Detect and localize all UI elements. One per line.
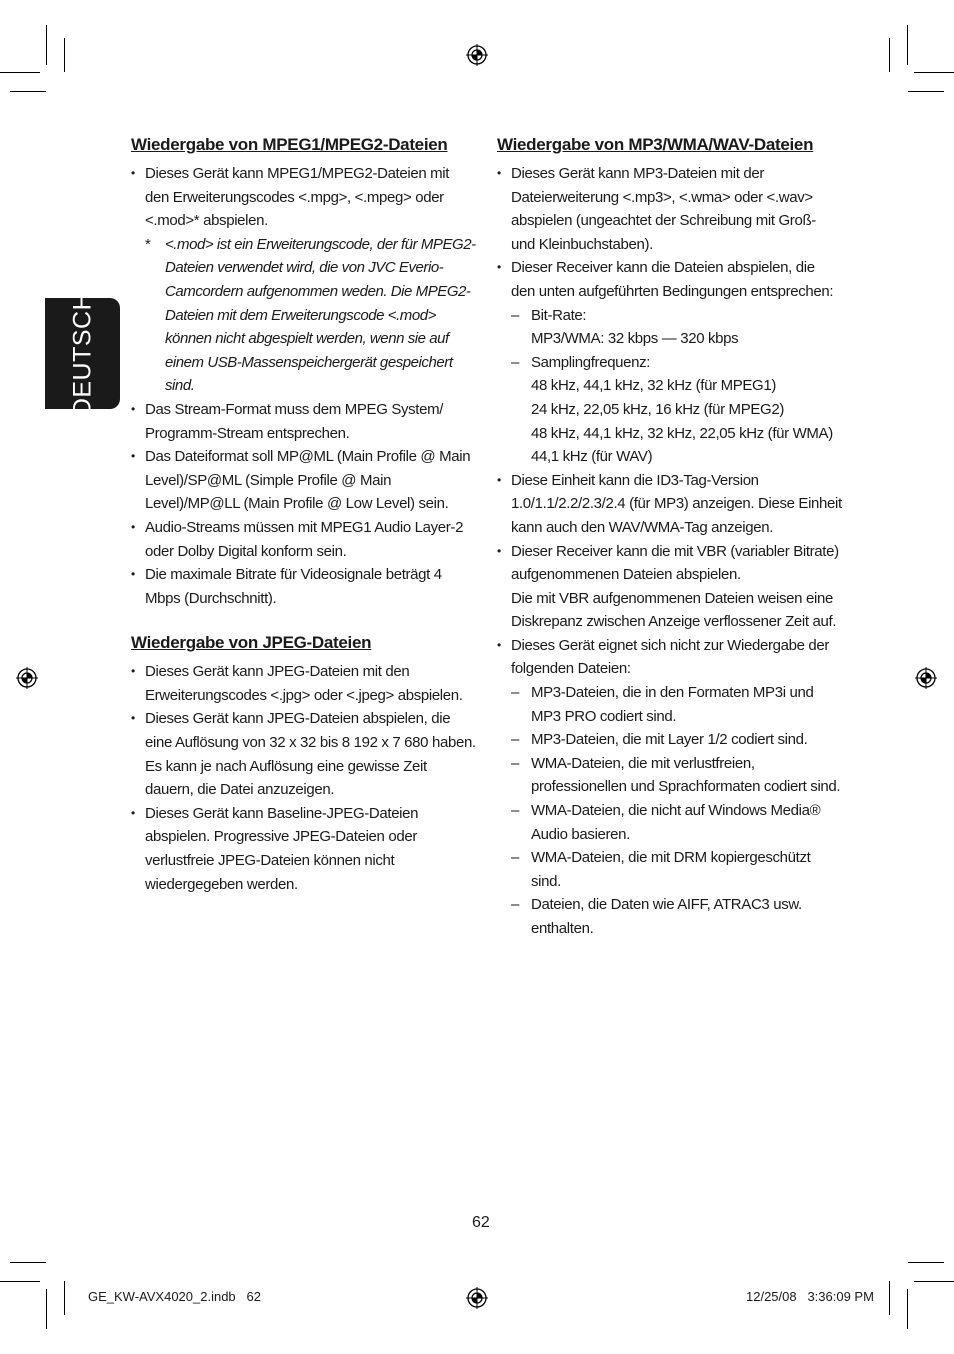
- list-item: • Das Stream-Format muss dem MPEG System/ Programm-Stream entsprechen.: [131, 398, 476, 445]
- crop-mark: [10, 1262, 46, 1263]
- list-item: • Dieses Gerät kann JPEG-Dateien abspielen, die eine Auflösung von 32 x 32 bis 8 192 x 7 680 haben. Es kann je nach Auflösung eine gewisse Zeit dauern, die Datei anzuzeigen.: [131, 707, 476, 801]
- list-item-text: Dieser Receiver kann die Dateien abspielen, die den unten aufgeführten Bedingungen entsprechen:: [511, 259, 834, 300]
- excluded-item: – MP3-Dateien, die mit Layer 1/2 codiert sind.: [511, 728, 842, 752]
- right-column: [497, 133, 842, 941]
- list-item: • Audio-Streams müssen mit MPEG1 Audio Layer-2 oder Dolby Digital konform sein.: [131, 516, 476, 563]
- list-item: • Die maximale Bitrate für Videosignale beträgt 4 Mbps (Durchschnitt).: [131, 563, 476, 610]
- crop-mark: [889, 1281, 890, 1315]
- crop-mark: [46, 25, 47, 65]
- list-item: • Das Dateiformat soll MP@ML (Main Profile @ Main Level)/SP@ML (Simple Profile @ Main Level)/MP@LL (Main Profile @ Low Level) sein.: [131, 445, 476, 516]
- crop-mark: [0, 72, 40, 73]
- sampling-value: 48 kHz, 44,1 kHz, 32 kHz (für MPEG1): [531, 377, 776, 395]
- crop-mark: [889, 38, 890, 72]
- list-item-text: Dieses Gerät eignet sich nicht zur Wiedergabe der folgenden Dateien:: [511, 636, 830, 678]
- list-item: • Diese Einheit kann die ID3-Tag-Version 1.0/1.1/2.2/2.3/2.4 (für MP3) anzeigen. Diese Einheit kann auch den WAV/WMA-Tag anzeigen.: [497, 469, 842, 540]
- crop-mark: [914, 72, 954, 73]
- audio-list: [497, 162, 842, 941]
- section-heading-mp3-wma-wav: Wiedergabe von MP3/WMA/WAV-Dateien: [497, 135, 814, 154]
- list-item: • Dieses Gerät kann JPEG-Dateien mit den Erweiterungscodes <.jpg> oder <.jpeg> abspielen.: [131, 660, 476, 707]
- section-heading-jpeg: Wiedergabe von JPEG-Dateien: [131, 633, 372, 653]
- excluded-files-list: [511, 681, 842, 941]
- footer-timestamp: 12/25/08 3:36:09 PM: [746, 1289, 874, 1304]
- section-heading-mpeg: Wiedergabe von MPEG1/MPEG2-Dateien: [131, 135, 448, 154]
- registration-target-icon: [466, 1287, 488, 1309]
- language-tab-label: DEUTSCH: [68, 291, 96, 416]
- footnote-text: <.mod> ist ein Erweiterungscode, der für MPEG2-Dateien verwendet wird, die von JVC Everio-Camcordern aufgenommen weden. Die MPEG2-Dateien mit dem Erweiterungscode <.mod> können nicht abgespielt werden, wenn sie auf einem USB-Massenspeichergerät gespeichert sind.: [165, 235, 476, 395]
- excluded-item: – WMA-Dateien, die nicht auf Windows Media® Audio basieren.: [511, 799, 842, 846]
- crop-mark: [0, 1281, 40, 1282]
- mpeg-list: [131, 162, 476, 610]
- page-number: 62: [472, 1214, 490, 1231]
- list-item: [131, 162, 476, 398]
- crop-mark: [10, 91, 46, 92]
- list-item-text: • Dieser Receiver kann die mit VBR (variabler Bitrate) aufgenommenen Dateien abspielen.: [511, 542, 839, 584]
- list-item: [497, 256, 842, 468]
- list-item: [497, 634, 842, 941]
- crop-mark: [46, 1289, 47, 1329]
- registration-target-icon: [915, 667, 937, 689]
- jpeg-list: [131, 660, 476, 896]
- list-item-text: Die mit VBR aufgenommenen Dateien weisen eine Diskrepanz zwischen Anzeige verflossener Zeit auf.: [511, 589, 837, 631]
- excluded-item: – WMA-Dateien, die mit DRM kopiergeschützt sind.: [511, 846, 842, 893]
- language-tab: [45, 291, 120, 416]
- sampling-value: 48 kHz, 44,1 kHz, 32 kHz, 22,05 kHz (für WMA): [531, 424, 833, 442]
- excluded-item: – MP3-Dateien, die in den Formaten MP3i und MP3 PRO codiert sind.: [511, 681, 842, 728]
- excluded-item: – WMA-Dateien, die mit verlustfreien, professionellen und Sprachformaten codiert sind.: [511, 752, 842, 799]
- conditions-list: [511, 304, 842, 469]
- condition-bitrate: [511, 304, 842, 351]
- registration-target-icon: [16, 667, 38, 689]
- footer-file-info: GE_KW-AVX4020_2.indb 62: [88, 1289, 261, 1304]
- list-item-text: Dieses Gerät kann MPEG1/MPEG2-Dateien mit den Erweiterungscodes <.mpg>, <.mpeg> oder <.mod>* abspielen.: [145, 165, 450, 230]
- crop-mark: [914, 1281, 954, 1282]
- condition-sampling: [511, 351, 842, 469]
- crop-mark: [64, 38, 65, 72]
- crop-mark: [907, 1289, 908, 1329]
- list-item: • Dieses Gerät kann MP3-Dateien mit der Dateierweiterung <.mp3>, <.wma> oder <.wav> abspielen (ungeachtet der Schreibung mit Groß- und Kleinbuchstaben).: [497, 162, 842, 256]
- crop-mark: [908, 91, 944, 92]
- bitrate-label: – Bit-Rate:: [531, 306, 587, 324]
- footnote-marker: *: [145, 235, 151, 253]
- list-item: [497, 540, 842, 634]
- list-item: • Dieses Gerät kann Baseline-JPEG-Dateien abspielen. Progressive JPEG-Dateien oder verlustfreie JPEG-Dateien können nicht wiedergegeben werden.: [131, 802, 476, 896]
- footnote: [145, 233, 476, 398]
- crop-mark: [908, 1262, 944, 1263]
- registration-target-icon: [466, 44, 488, 66]
- bitrate-value: MP3/WMA: 32 kbps — 320 kbps: [531, 330, 739, 348]
- sampling-value: 24 kHz, 22,05 kHz, 16 kHz (für MPEG2): [531, 400, 784, 418]
- sampling-label: – Samplingfrequenz:: [531, 353, 651, 371]
- crop-mark: [64, 1281, 65, 1315]
- left-column: [131, 133, 476, 896]
- excluded-item: – Dateien, die Daten wie AIFF, ATRAC3 usw. enthalten.: [511, 893, 842, 940]
- sampling-value: 44,1 kHz (für WAV): [531, 448, 653, 466]
- crop-mark: [907, 25, 908, 65]
